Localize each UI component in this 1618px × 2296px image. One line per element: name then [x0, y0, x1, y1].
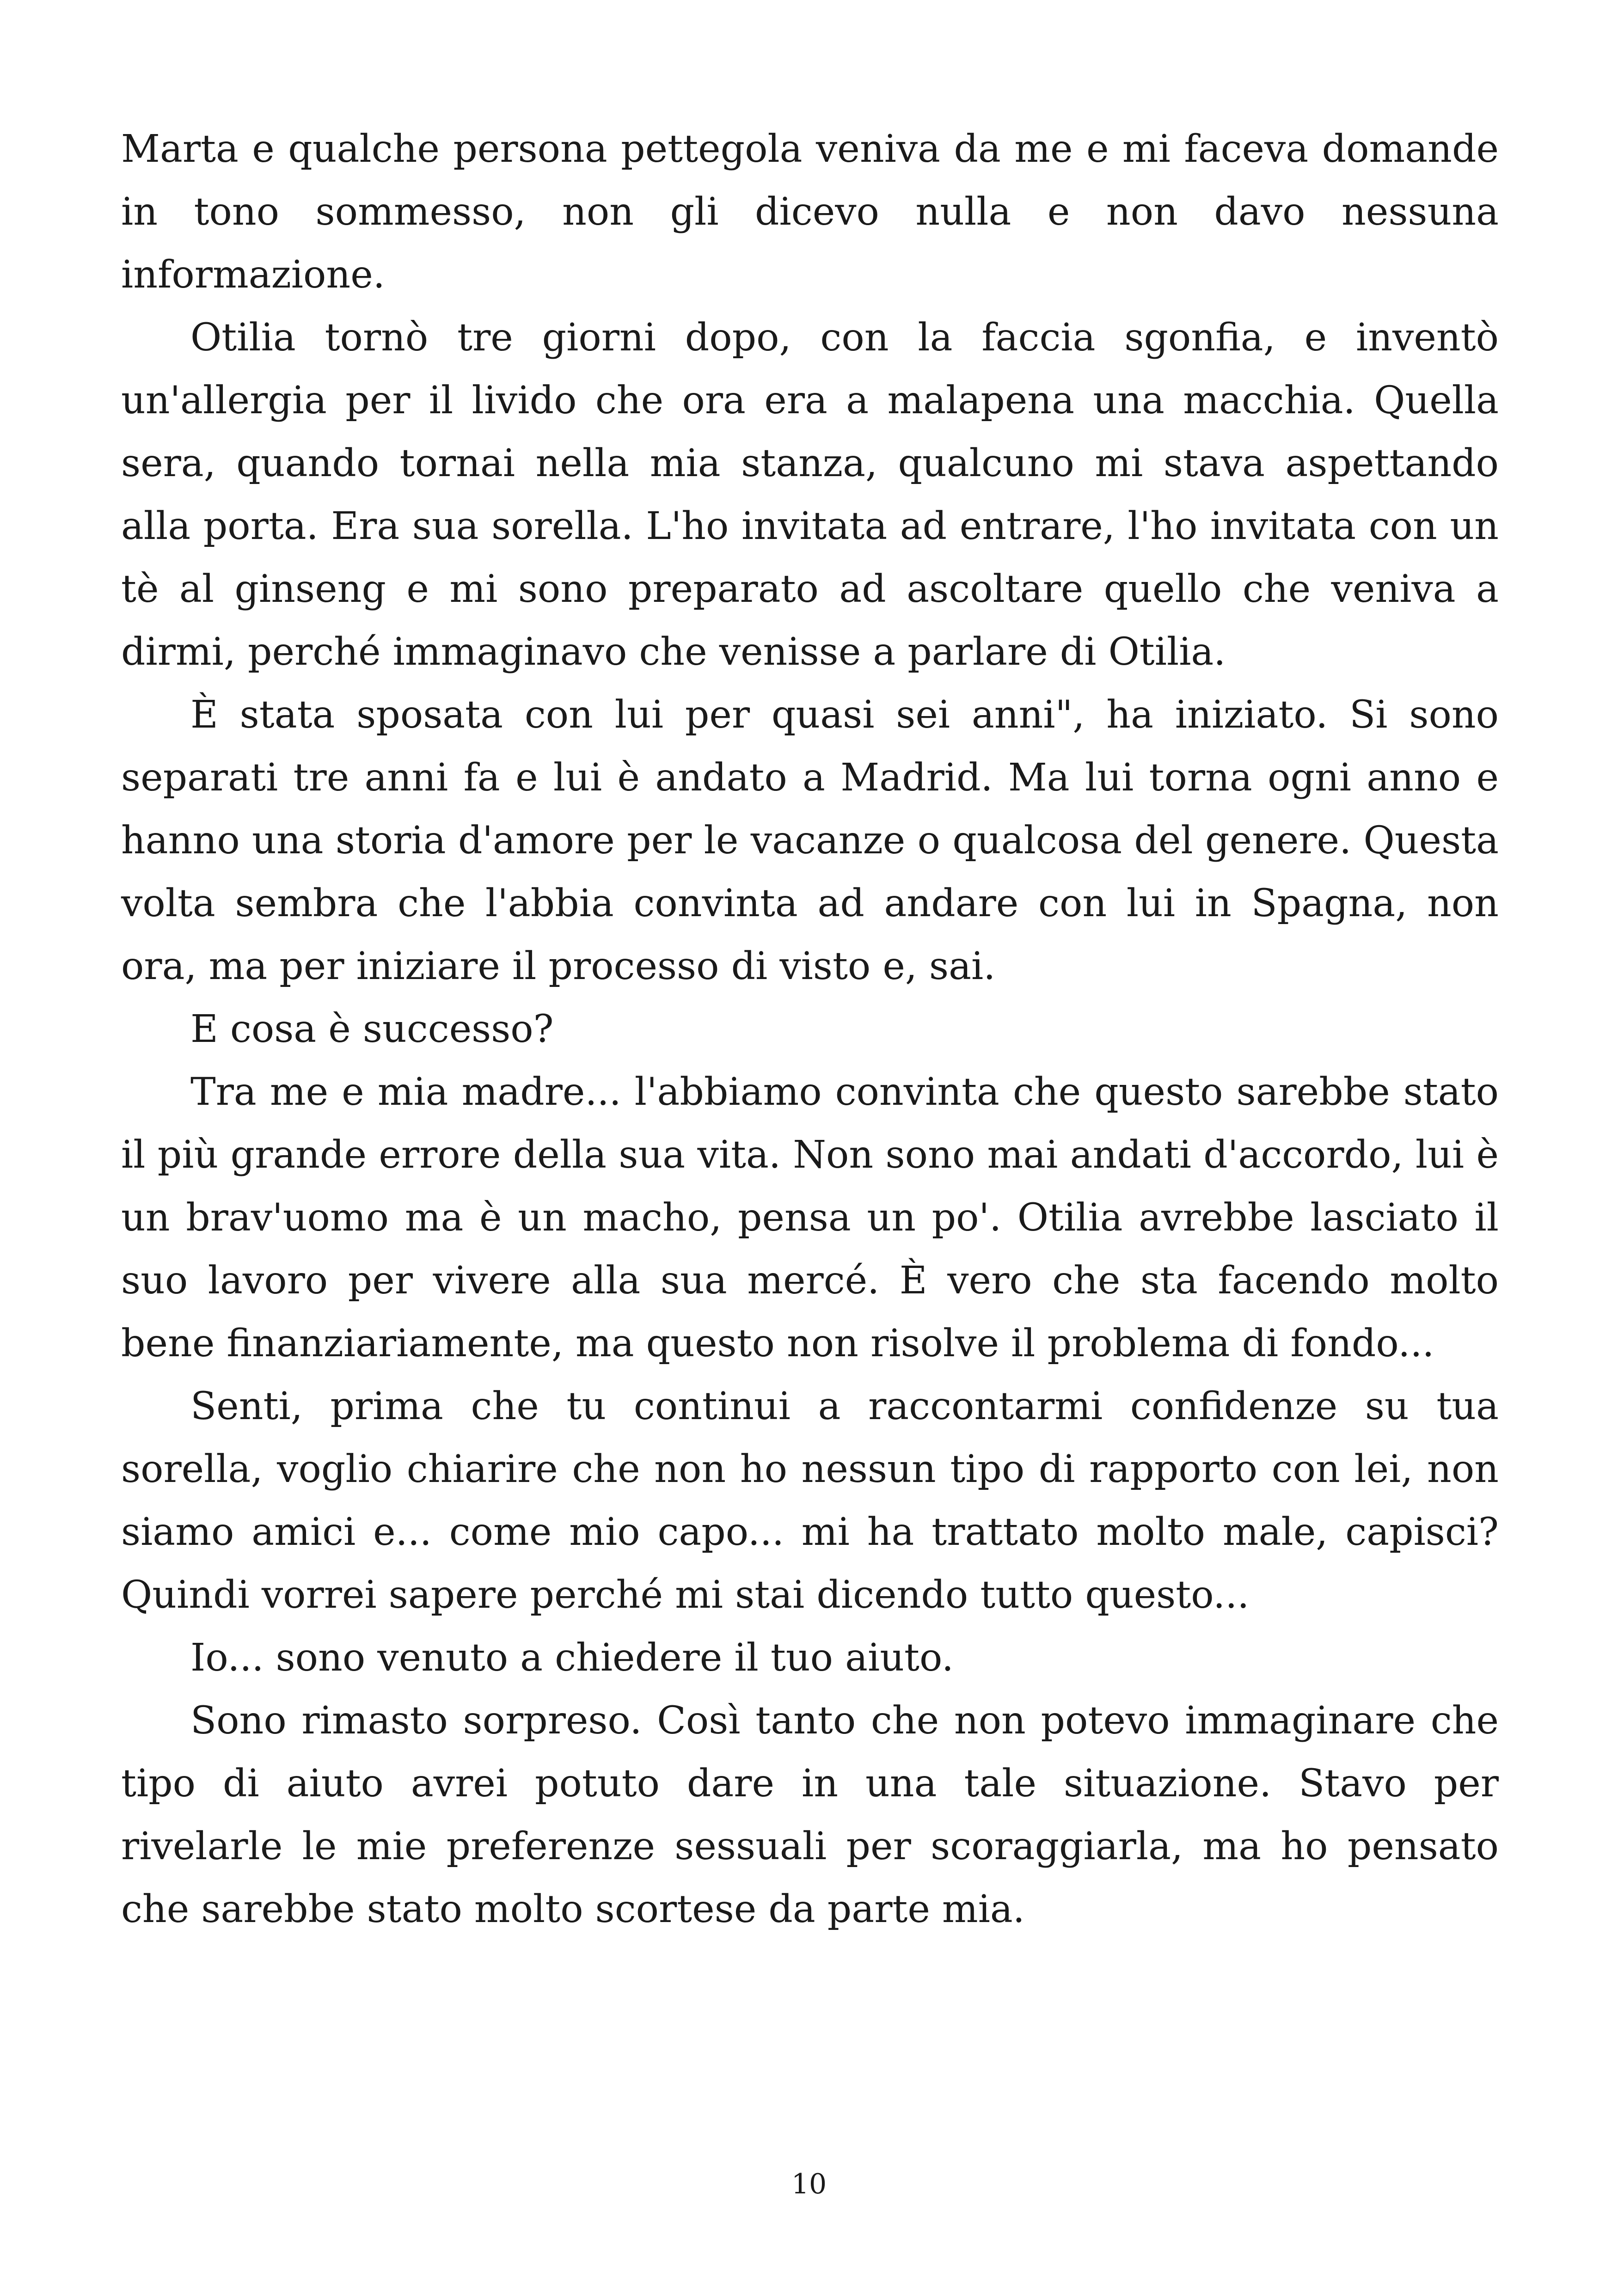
paragraph: Marta e qualche persona pettegola veniva da me e mi faceva domande in tono sommesso, non gli dicevo nulla e non davo nessuna informazione.: [121, 127, 1499, 297]
paragraph: E cosa è successo?: [190, 1007, 554, 1051]
paragraph: Io... sono venuto a chiedere il tuo aiuto.: [190, 1636, 954, 1680]
paragraph: Otilia tornò tre giorni dopo, con la faccia sgonfia, e inventò un'allergia per il livido che ora era a malapena una macchia. Quella sera, quando tornai nella mia stanza, qualcuno mi stava aspettando alla porta. Era sua sorella. L'ho invitata ad entrare, l'ho invitata con un tè al ginseng e mi sono preparato ad ascoltare quello che veniva a dirmi, perché immaginavo che venisse a parlare di Otilia.: [121, 316, 1499, 674]
paragraph: Senti, prima che tu continui a raccontarmi confidenze su tua sorella, voglio chiarire che non ho nessun tipo di rapporto con lei, non siamo amici e... come mio capo... mi ha trattato molto male, capisci? Quindi vorrei sapere perché mi stai dicendo tutto questo...: [121, 1384, 1499, 1617]
paragraph: È stata sposata con lui per quasi sei anni", ha iniziato. Si sono separati tre anni fa e lui è andato a Madrid. Ma lui torna ogni anno e hanno una storia d'amore per le vacanze o qualcosa del genere. Questa volta sembra che l'abbia convinta ad andare con lui in Spagna, non ora, ma per iniziare il processo di visto e, sai.: [121, 693, 1499, 988]
body-text: [121, 118, 1499, 1941]
paragraph: Tra me e mia madre... l'abbiamo convinta che questo sarebbe stato il più grande errore della sua vita. Non sono mai andati d'accordo, lui è un brav'uomo ma è un macho, pensa un po'. Otilia avrebbe lasciato il suo lavoro per vivere alla sua mercé. È vero che sta facendo molto bene finanziariamente, ma questo non risolve il problema di fondo...: [121, 1070, 1499, 1365]
page-number: 10: [791, 2168, 827, 2200]
paragraph: Sono rimasto sorpreso. Così tanto che non potevo immaginare che tipo di aiuto avrei potuto dare in una tale situazione. Stavo per rivelarle le mie preferenze sessuali per scoraggiarla, ma ho pensato che sarebbe stato molto scortese da parte mia.: [121, 1699, 1499, 1931]
